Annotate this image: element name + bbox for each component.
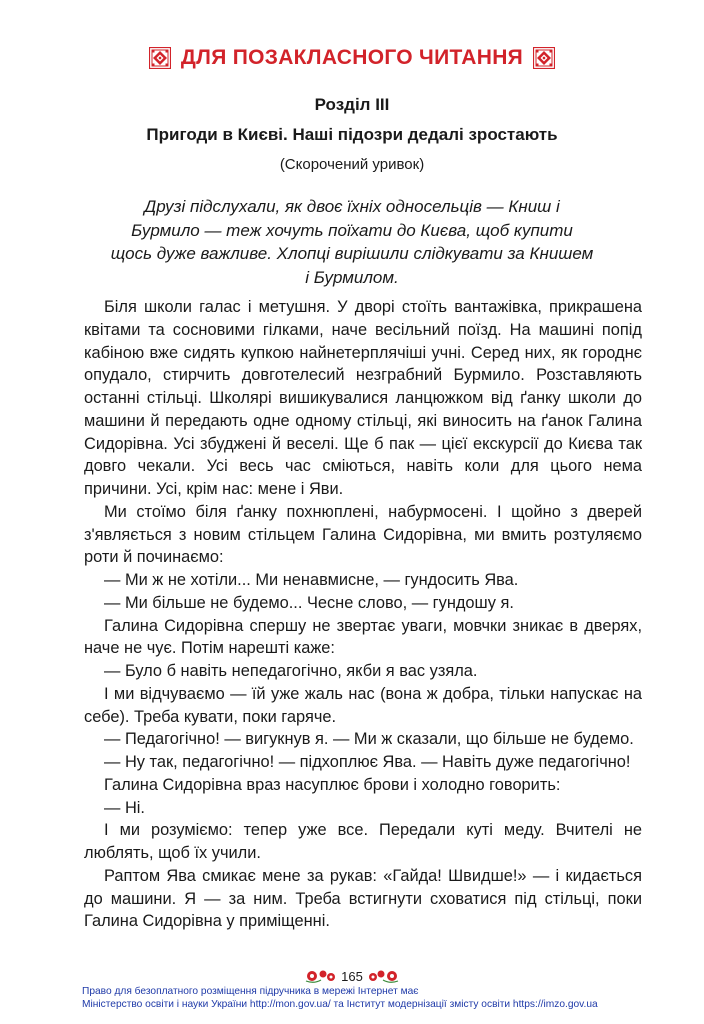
- paragraph: — Ми більше не будемо... Чесне слово, — гундошу я.: [104, 593, 514, 612]
- paragraph: Галина Сидорівна враз насуплює брови і холодно говорить:: [104, 775, 561, 794]
- paragraph: — Було б навіть непедагогічно, якби я вас узяла.: [104, 662, 478, 680]
- paragraph: — Ну так, педагогічно! — підхоплює Ява. — Навіть дуже педагогічно!: [104, 753, 631, 771]
- chapter-title: Пригоди в Києві. Наші підозри дедалі зростають: [146, 125, 558, 144]
- paragraph: І ми розуміємо: тепер уже все. Передали куті меду. Вчителі не люблять, щоб їх учили.: [84, 821, 642, 862]
- paragraph: — Ні.: [104, 798, 145, 817]
- story-text: [84, 296, 642, 933]
- flower-ornament-icon: [366, 968, 400, 984]
- embroidery-ornament-icon: [149, 47, 171, 69]
- page-footer: [0, 968, 704, 984]
- paragraph: Раптом Ява смикає мене за рукав: «Гайда! Швидше!» — і кидається до машини. Я — за ним. Треба встигнути сховатися під стільці, поки Галина Сидорівна у приміщенні.: [84, 866, 642, 931]
- page-number: 165: [341, 968, 363, 984]
- embroidery-ornament-icon: [533, 47, 555, 69]
- intro-summary: Друзі підслухали, як двоє їхніх односельців — Книш і Бурмило — теж хочуть поїхати до Києва, щоб купити щось дуже важливе. Хлопці вирішили слідкувати за Книшем і Бурмилом.: [110, 197, 594, 287]
- paragraph: — Ми ж не хотіли... Ми ненавмисне, — гундосить Ява.: [104, 571, 519, 589]
- section-header: [0, 46, 704, 70]
- copyright-note: [82, 985, 642, 1011]
- paragraph: Галина Сидорівна спершу не звертає уваги, мовчки зникає в дверях, наче не чує. Потім нарешті каже:: [84, 616, 642, 658]
- chapter-label: Розділ ІІІ: [314, 95, 390, 114]
- chapter-subtitle: (Скорочений уривок): [279, 156, 425, 173]
- paragraph: Ми стоїмо біля ґанку похнюплені, набурмосені. І щойно з дверей з'являється з новим стільцем Галина Сидорівна, ми вмить розтуляємо роти й починаємо:: [84, 502, 642, 567]
- paragraph: Біля школи галас і метушня. У дворі стоїть вантажівка, прикрашена квітами та сосновими гілками, наче весільний поїзд. На машині попід кабіною вже сидять купкою найнетерплячіші учні. Серед них, як городнє опудало, стирчить довготелесий незграбний Бурмило. Розставляють останні стільці. Школярі вишикувалися ланцюжком від ґанку школи до машини й передають одне одному стільці, які виносить на ґанок Галина Сидорівна. Усі збуджені й веселі. Ще б пак — цієї екскурсії до Києва так довго чекали. Усі весь час сміються, навіть коли для цього нема причини. Усі, крім нас: мене і Яви.: [84, 298, 642, 498]
- copyright-line: Право для безоплатного розміщення підручника в мережі Інтернет має: [82, 986, 419, 997]
- section-heading: ДЛЯ ПОЗАКЛАСНОГО ЧИТАННЯ: [180, 46, 524, 69]
- copyright-line: Міністерство освіти і науки України http://mon.gov.ua/ та Інститут модернізації змісту освіти https://imzo.gov.ua: [82, 999, 598, 1010]
- paragraph: — Педагогічно! — вигукнув я. — Ми ж сказали, що більше не будемо.: [104, 730, 634, 749]
- flower-ornament-icon: [304, 968, 338, 984]
- paragraph: І ми відчуваємо — їй уже жаль нас (вона ж добра, тільки напускає на себе). Треба кувати, поки гаряче.: [84, 684, 642, 726]
